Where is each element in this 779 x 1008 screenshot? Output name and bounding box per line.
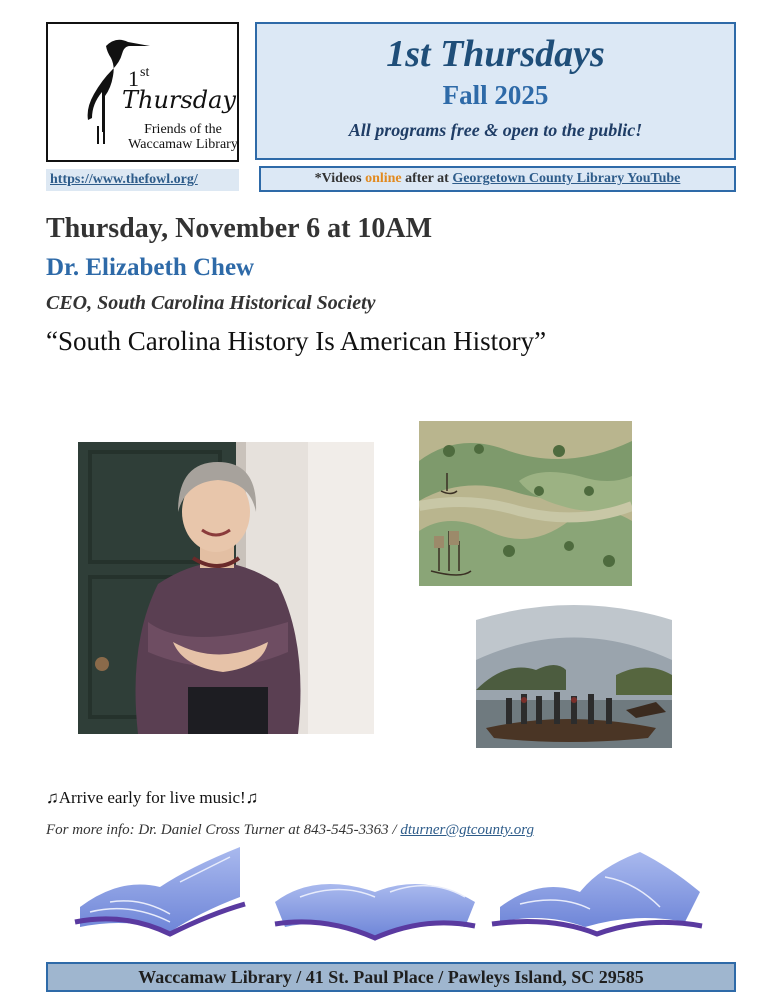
videos-prefix: *Videos: [314, 171, 366, 186]
page-title: 1st Thursdays: [386, 33, 605, 75]
contact-info: [46, 822, 534, 839]
speaker-name: Dr. Elizabeth Chew: [46, 254, 255, 281]
river-crossing-painting: [466, 600, 682, 748]
logo-caption: [128, 122, 238, 152]
videos-note: [259, 166, 736, 192]
speaker-photo: [78, 442, 374, 734]
logo-line-2: Waccamaw Library: [128, 137, 238, 152]
book-icon: [492, 852, 702, 934]
logo-box: [46, 22, 239, 162]
email-link[interactable]: dturner@gtcounty.org: [400, 822, 534, 838]
contact-text: For more info: Dr. Daniel Cross Turner at 843-545-3363 /: [46, 822, 401, 838]
website-link[interactable]: https://www.thefowl.org/: [46, 169, 239, 191]
svg-text:Thursday: Thursday: [122, 86, 236, 114]
svg-text:1: 1: [128, 66, 139, 91]
videos-middle: after at: [401, 171, 453, 186]
videos-online: online: [365, 171, 402, 186]
title-box: [255, 22, 736, 160]
live-music-note: ♫Arrive early for live music!♫: [46, 788, 259, 807]
free-note: All programs free & open to the public!: [348, 120, 643, 140]
svg-text:st: st: [140, 65, 150, 80]
open-books-illustration: [60, 842, 710, 942]
logo-line-1: Friends of the: [144, 122, 222, 137]
book-icon: [275, 884, 475, 938]
season-label: Fall 2025: [442, 80, 549, 110]
book-icon: [75, 847, 245, 934]
talk-title: “South Carolina History Is American History”: [46, 326, 547, 356]
historic-map-image: [419, 421, 632, 586]
event-date: Thursday, November 6 at 10AM: [46, 213, 433, 244]
footer-address: Waccamaw Library / 41 St. Paul Place / Pawleys Island, SC 29585: [46, 962, 736, 992]
speaker-role: CEO, South Carolina Historical Society: [46, 292, 376, 314]
youtube-link[interactable]: Georgetown County Library YouTube: [452, 171, 681, 186]
